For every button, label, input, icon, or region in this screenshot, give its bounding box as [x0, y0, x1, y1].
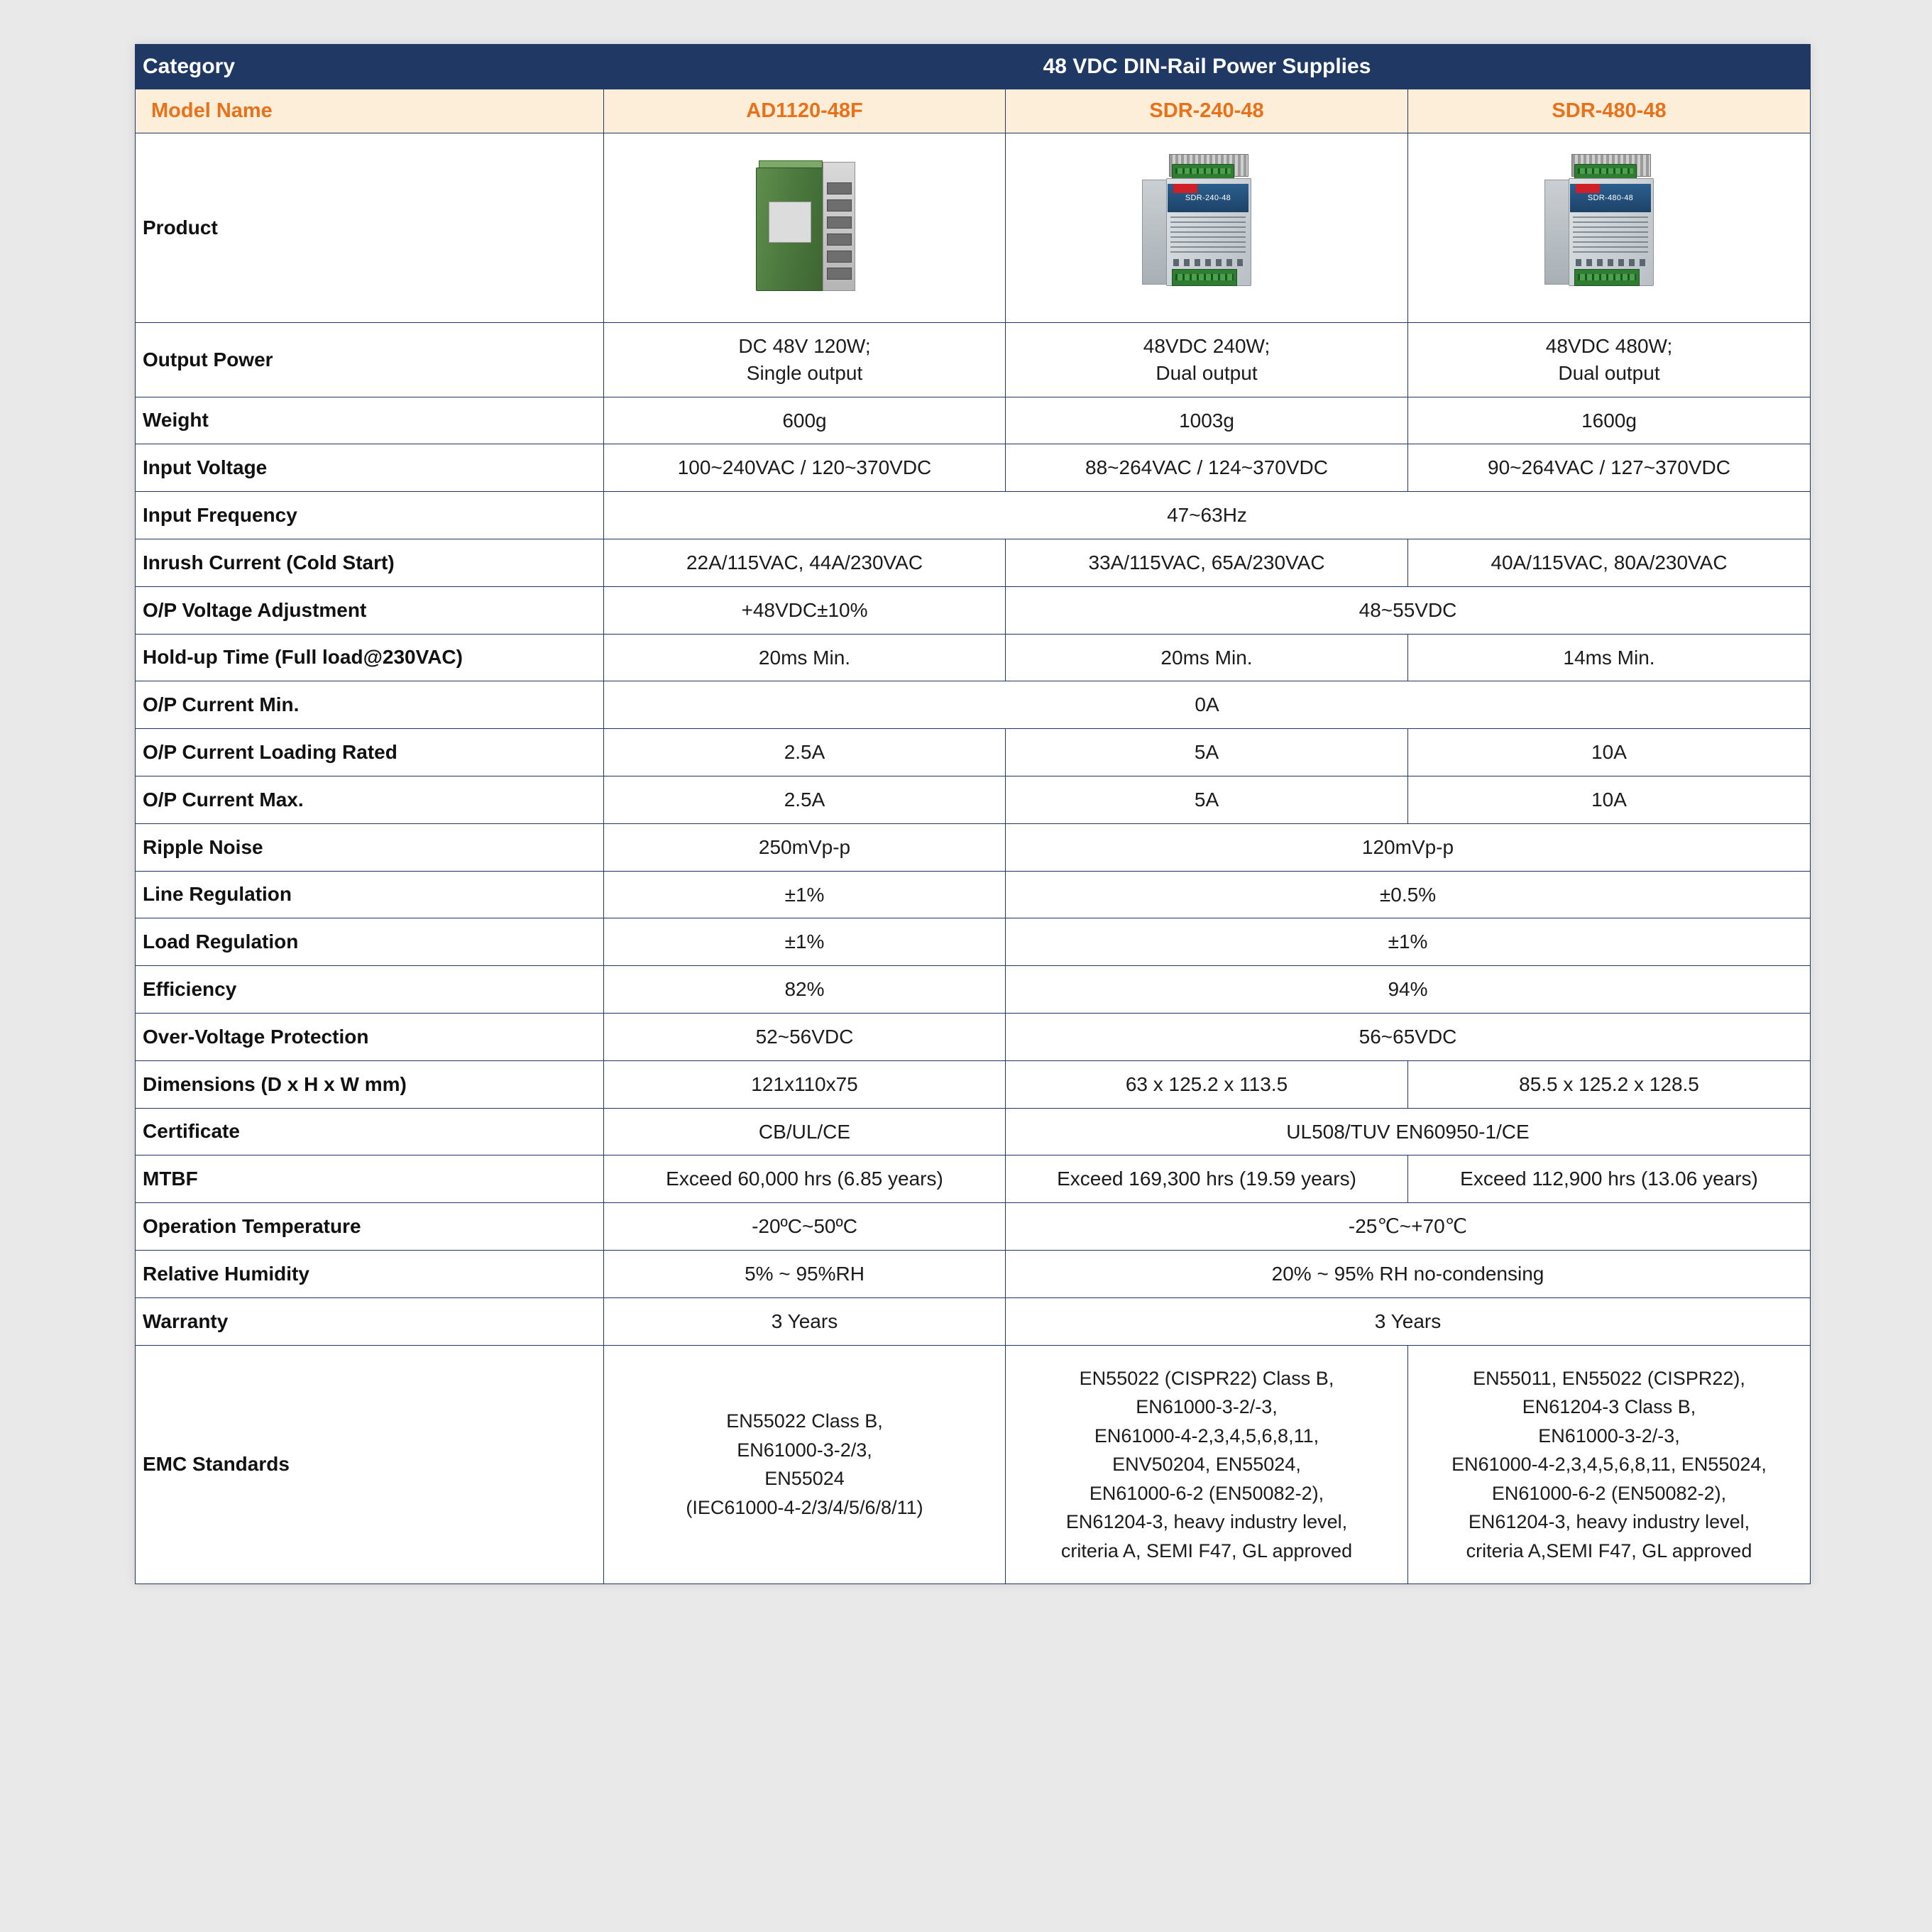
row-label-line-regulation: Line Regulation [136, 871, 604, 918]
cell-mtbf-3: Exceed 112,900 hrs (13.06 years) [1408, 1156, 1811, 1203]
cell-hold-up-time-2: 20ms Min. [1006, 634, 1408, 681]
cell-emc-standards-1: EN55022 Class B, EN61000-3-2/3, EN55024 (IEC61000-4-2/3/4/5/6/8/11) [604, 1345, 1006, 1584]
cell-input-voltage-3: 90~264VAC / 127~370VDC [1408, 444, 1811, 492]
cell-ripple-noise-2: 120mVp-p [1006, 823, 1811, 871]
cell-op-voltage-adjustment-2: 48~55VDC [1006, 586, 1811, 634]
cell-input-voltage-1: 100~240VAC / 120~370VDC [604, 444, 1006, 492]
header-category: Category [136, 45, 604, 89]
cell-mtbf-1: Exceed 60,000 hrs (6.85 years) [604, 1156, 1006, 1203]
cell-operation-temperature-2: -25℃~+70℃ [1006, 1203, 1811, 1251]
model-name-1: AD1120-48F [604, 89, 1006, 133]
cell-emc-standards-2: EN55022 (CISPR22) Class B, EN61000-3-2/-3, EN61000-4-2,3,4,5,6,8,11, ENV50204, EN55024, EN61000-6-2 (EN50082-2), EN61204-3, heavy industry level, criteria A, SEMI F47, GL approved [1006, 1345, 1408, 1584]
table-row-relative-humidity [136, 1250, 1811, 1297]
row-label-input-voltage: Input Voltage [136, 444, 604, 492]
cell-op-current-max-3: 10A [1408, 776, 1811, 823]
table-row-inrush-current [136, 539, 1811, 586]
table-row-input-voltage [136, 444, 1811, 492]
table-row-weight [136, 397, 1811, 444]
table-row-op-current-min [136, 681, 1811, 729]
model-name-label: Model Name [136, 89, 604, 133]
product-image-sdr480 [1408, 133, 1811, 323]
table-row-efficiency [136, 966, 1811, 1014]
cell-weight-2: 1003g [1006, 397, 1408, 444]
cell-output-power-3: 48VDC 480W; Dual output [1408, 323, 1811, 397]
cell-over-voltage-protection-2: 56~65VDC [1006, 1013, 1811, 1060]
table-header-row [136, 45, 1811, 89]
row-label-dimensions: Dimensions (D x H x W mm) [136, 1060, 604, 1108]
product-image-sdr240 [1006, 133, 1408, 323]
cell-certificate-2: UL508/TUV EN60950-1/CE [1006, 1108, 1811, 1156]
table-row-dimensions [136, 1060, 1811, 1108]
table-row-emc-standards [136, 1345, 1811, 1584]
table-row-over-voltage-protection [136, 1013, 1811, 1060]
row-label-over-voltage-protection: Over-Voltage Protection [136, 1013, 604, 1060]
table-row-operation-temperature [136, 1203, 1811, 1251]
table-row-certificate [136, 1108, 1811, 1156]
cell-efficiency-2: 94% [1006, 966, 1811, 1014]
psu-meanwell-sdr240-icon: SDR-240-48 [1139, 151, 1274, 300]
cell-inrush-current-2: 33A/115VAC, 65A/230VAC [1006, 539, 1408, 586]
cell-relative-humidity-2: 20% ~ 95% RH no-condensing [1006, 1250, 1811, 1297]
row-label-certificate: Certificate [136, 1108, 604, 1156]
table-row-op-voltage-adjustment [136, 586, 1811, 634]
cell-ripple-noise-1: 250mVp-p [604, 823, 1006, 871]
row-label-ripple-noise: Ripple Noise [136, 823, 604, 871]
cell-efficiency-1: 82% [604, 966, 1006, 1014]
cell-warranty-2: 3 Years [1006, 1297, 1811, 1345]
cell-dimensions-3: 85.5 x 125.2 x 128.5 [1408, 1060, 1811, 1108]
cell-inrush-current-3: 40A/115VAC, 80A/230VAC [1408, 539, 1811, 586]
cell-op-current-loading-rated-2: 5A [1006, 729, 1408, 776]
cell-emc-standards-3: EN55011, EN55022 (CISPR22), EN61204-3 Class B, EN61000-3-2/-3, EN61000-4-2,3,4,5,6,8,11, EN55024, EN61000-6-2 (EN50082-2), EN61204-3, heavy industry level, criteria A,SEMI F47, GL approved [1408, 1345, 1811, 1584]
row-label-input-frequency: Input Frequency [136, 492, 604, 539]
row-label-op-current-loading-rated: O/P Current Loading Rated [136, 729, 604, 776]
cell-certificate-1: CB/UL/CE [604, 1108, 1006, 1156]
table-row-hold-up-time [136, 634, 1811, 681]
table-row-op-current-loading-rated [136, 729, 1811, 776]
row-label-relative-humidity: Relative Humidity [136, 1250, 604, 1297]
cell-dimensions-2: 63 x 125.2 x 113.5 [1006, 1060, 1408, 1108]
row-label-product: Product [136, 133, 604, 323]
cell-op-current-max-2: 5A [1006, 776, 1408, 823]
cell-load-regulation-1: ±1% [604, 918, 1006, 966]
product-image-ad1120 [604, 133, 1006, 323]
table-row-input-frequency [136, 492, 1811, 539]
cell-mtbf-2: Exceed 169,300 hrs (19.59 years) [1006, 1156, 1408, 1203]
header-group-title: 48 VDC DIN-Rail Power Supplies [604, 45, 1811, 89]
cell-inrush-current-1: 22A/115VAC, 44A/230VAC [604, 539, 1006, 586]
cell-dimensions-1: 121x110x75 [604, 1060, 1006, 1108]
cell-warranty-1: 3 Years [604, 1297, 1006, 1345]
table-row-line-regulation [136, 871, 1811, 918]
cell-input-voltage-2: 88~264VAC / 124~370VDC [1006, 444, 1408, 492]
cell-hold-up-time-1: 20ms Min. [604, 634, 1006, 681]
spec-sheet-page [135, 44, 1810, 1584]
cell-op-voltage-adjustment-1: +48VDC±10% [604, 586, 1006, 634]
model-name-2: SDR-240-48 [1006, 89, 1408, 133]
row-label-emc-standards: EMC Standards [136, 1345, 604, 1584]
row-label-inrush-current: Inrush Current (Cold Start) [136, 539, 604, 586]
row-label-op-current-max: O/P Current Max. [136, 776, 604, 823]
table-row-ripple-noise [136, 823, 1811, 871]
cell-operation-temperature-1: -20ºC~50ºC [604, 1203, 1006, 1251]
table-row-warranty [136, 1297, 1811, 1345]
row-label-op-voltage-adjustment: O/P Voltage Adjustment [136, 586, 604, 634]
row-label-operation-temperature: Operation Temperature [136, 1203, 604, 1251]
cell-op-current-loading-rated-3: 10A [1408, 729, 1811, 776]
cell-weight-3: 1600g [1408, 397, 1811, 444]
row-label-weight: Weight [136, 397, 604, 444]
table-row-load-regulation [136, 918, 1811, 966]
cell-over-voltage-protection-1: 52~56VDC [604, 1013, 1006, 1060]
row-label-load-regulation: Load Regulation [136, 918, 604, 966]
table-row-product [136, 133, 1811, 323]
table-row-op-current-max [136, 776, 1811, 823]
psu-meanwell-sdr480-icon: SDR-480-48 [1542, 151, 1676, 300]
row-label-mtbf: MTBF [136, 1156, 604, 1203]
cell-op-current-loading-rated-1: 2.5A [604, 729, 1006, 776]
cell-weight-1: 600g [604, 397, 1006, 444]
row-label-hold-up-time: Hold-up Time (Full load@230VAC) [136, 634, 604, 681]
row-label-efficiency: Efficiency [136, 966, 604, 1014]
model-name-row [136, 89, 1811, 133]
table-row-output-power [136, 323, 1811, 397]
cell-load-regulation-2: ±1% [1006, 918, 1811, 966]
cell-hold-up-time-3: 14ms Min. [1408, 634, 1811, 681]
cell-input-frequency-all: 47~63Hz [604, 492, 1811, 539]
cell-op-current-min-all: 0A [604, 681, 1811, 729]
cell-op-current-max-1: 2.5A [604, 776, 1006, 823]
specification-table [135, 44, 1811, 1584]
row-label-op-current-min: O/P Current Min. [136, 681, 604, 729]
cell-line-regulation-1: ±1% [604, 871, 1006, 918]
cell-relative-humidity-1: 5% ~ 95%RH [604, 1250, 1006, 1297]
table-row-mtbf [136, 1156, 1811, 1203]
model-name-3: SDR-480-48 [1408, 89, 1811, 133]
psu-green-ad1120-icon [752, 155, 858, 297]
cell-output-power-2: 48VDC 240W; Dual output [1006, 323, 1408, 397]
row-label-output-power: Output Power [136, 323, 604, 397]
row-label-warranty: Warranty [136, 1297, 604, 1345]
cell-output-power-1: DC 48V 120W; Single output [604, 323, 1006, 397]
cell-line-regulation-2: ±0.5% [1006, 871, 1811, 918]
